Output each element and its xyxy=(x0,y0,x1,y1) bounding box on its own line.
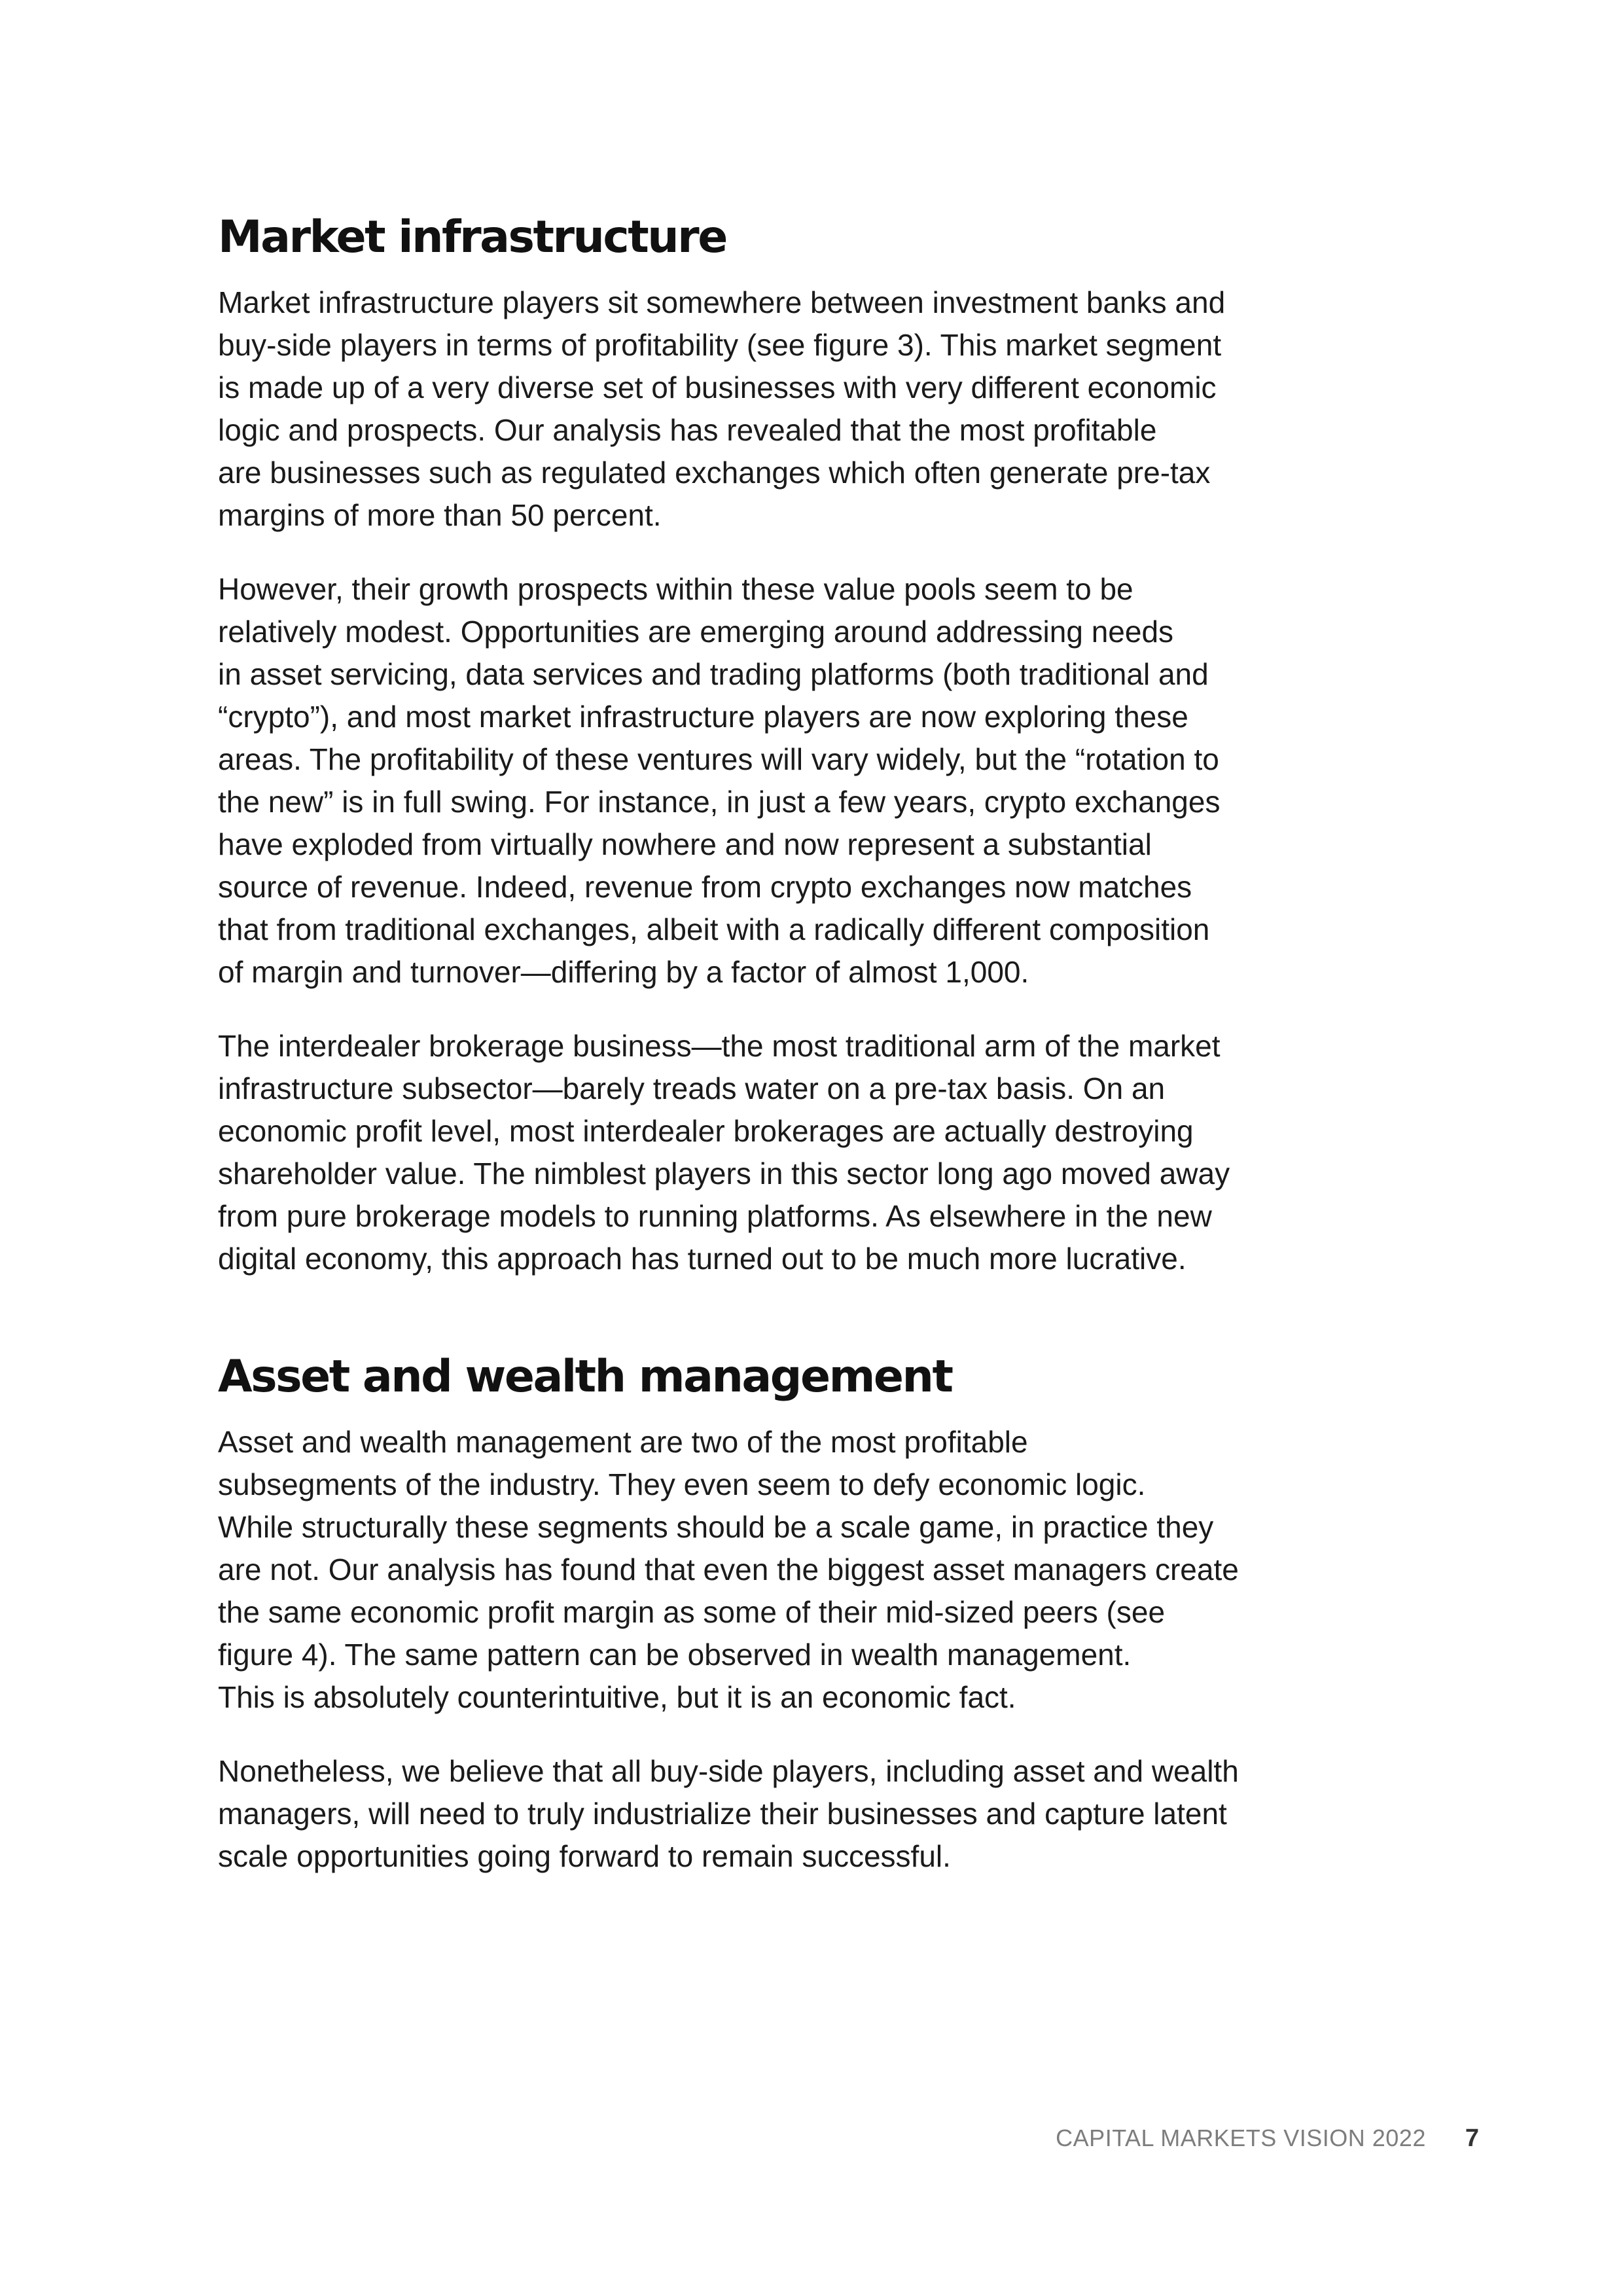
paragraph: Market infrastructure players sit somewhere between investment banks and buy-side players in terms of profitability (see figure 3). This market segment is made up of a very diverse set of businesses with very different economic logic and prospects. Our analysis has revealed that the most profitable are businesses such as regulated exchanges which often generate pre-tax margins of more than 50 percent. xyxy=(218,285,1226,532)
footer-publication-title: CAPITAL MARKETS VISION 2022 xyxy=(1056,2125,1426,2151)
section-heading-market-infrastructure: Market infrastructure xyxy=(218,211,726,263)
page-number: 7 xyxy=(1465,2124,1479,2152)
paragraph: Nonetheless, we believe that all buy-side players, including asset and wealth managers, will need to truly industrialize their businesses and capture latent scale opportunities going forward to remain successful. xyxy=(218,1754,1239,1873)
paragraph: Asset and wealth management are two of the most profitable subsegments of the industry. They even seem to defy economic logic. While structurally these segments should be a scale game, in practice they are not. Our analysis has found that even the biggest asset managers create the same economic profit margin as some of their mid-sized peers (see figure 4). The same pattern can be observed in wealth management. This is absolutely counterintuitive, but it is an economic fact. xyxy=(218,1425,1239,1714)
paragraph: The interdealer brokerage business—the most traditional arm of the market infrastructure subsector—barely treads water on a pre-tax basis. On an economic profit level, most interdealer brokerages are actually destroying shareholder value. The nimblest players in this sector long ago moved away from pure brokerage models to running platforms. As elsewhere in the new digital economy, this approach has turned out to be much more lucrative. xyxy=(218,1029,1230,1276)
section-heading-asset-wealth-management: Asset and wealth management xyxy=(218,1351,952,1403)
page-footer xyxy=(1034,2119,1479,2158)
page-content xyxy=(218,208,1324,1909)
section-spacer xyxy=(218,1312,1324,1348)
paragraph: However, their growth prospects within these value pools seem to be relatively modest. Opportunities are emerging around addressing needs in asset servicing, data services and trading platforms (both traditional and “crypto”), and most market infrastructure players are now exploring these areas. The profitability of these ventures will vary widely, but the “rotation to the new” is in full swing. For instance, in just a few years, crypto exchanges have exploded from virtually nowhere and now represent a substantial source of revenue. Indeed, revenue from crypto exchanges now matches that from traditional exchanges, albeit with a radically different composition of margin and turnover—differing by a factor of almost 1,000. xyxy=(218,572,1221,989)
